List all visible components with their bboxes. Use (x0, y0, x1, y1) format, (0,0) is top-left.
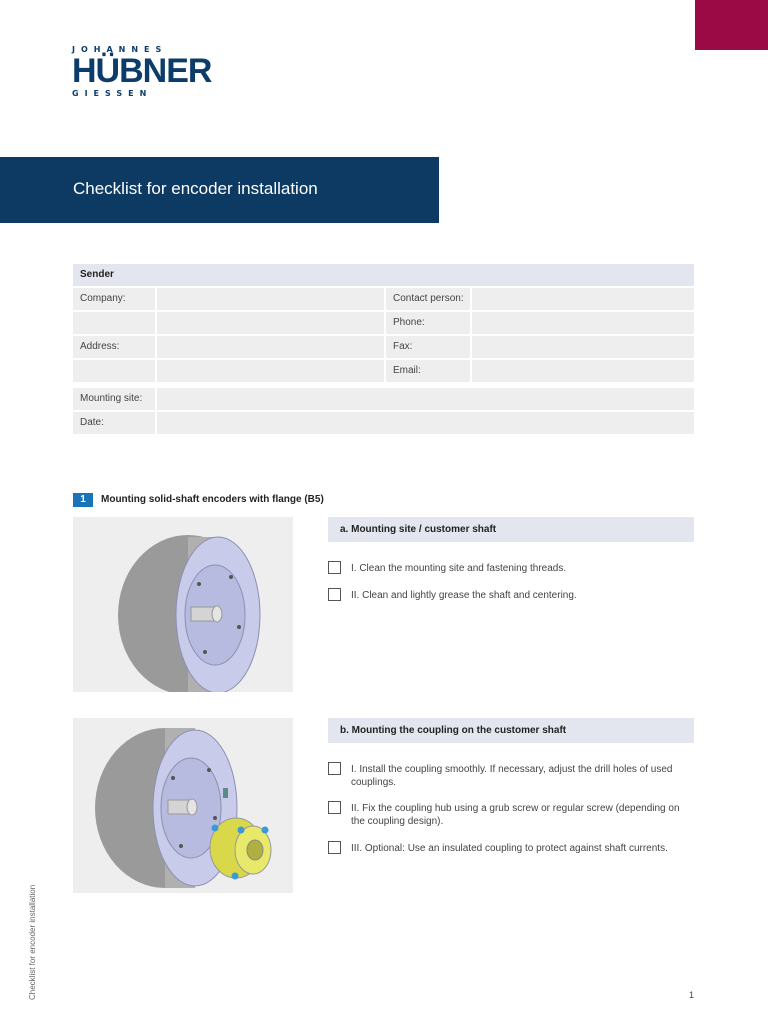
checkbox[interactable] (328, 561, 341, 574)
title-banner (0, 157, 439, 223)
part-a-heading: a. Mounting site / customer shaft (328, 517, 694, 542)
address-extra-field[interactable] (157, 360, 384, 382)
sender-heading: Sender (73, 264, 694, 286)
section-title: Mounting solid-shaft encoders with flange (B5) (101, 494, 324, 505)
page-title: Checklist for encoder installation (73, 179, 318, 198)
side-footer-label: Checklist for encoder installation (28, 884, 37, 1000)
fax-label: Fax: (386, 336, 470, 358)
logo-bottom-word: GIESSEN (72, 89, 153, 98)
logo-name: HÜBNER (72, 52, 212, 90)
coupling-illustration (73, 718, 293, 893)
mounting-site-field[interactable] (157, 388, 694, 410)
mounting-site-label: Mounting site: (73, 388, 155, 410)
checklist-item-text: II. Fix the coupling hub using a grub screw or regular screw (depending on the coupling design). (351, 803, 680, 827)
contact-person-field[interactable] (472, 288, 694, 310)
checkbox[interactable] (328, 762, 341, 775)
corner-accent-tab (695, 0, 768, 50)
address-label: Address: (73, 336, 155, 358)
email-field[interactable] (472, 360, 694, 382)
checklist-item-text: I. Clean the mounting site and fastening threads. (351, 563, 567, 574)
encoder-flange-image (73, 517, 293, 692)
page-number: 1 (689, 990, 695, 1000)
company-extra-field[interactable] (157, 312, 384, 334)
part-b-heading: b. Mounting the coupling on the customer shaft (328, 718, 694, 743)
address-field[interactable] (157, 336, 384, 358)
checklist-item-text: III. Optional: Use an insulated coupling to protect against shaft currents. (351, 843, 668, 854)
date-label: Date: (73, 412, 155, 434)
logo-top-word: JOHANNES (72, 45, 168, 54)
company-logo (72, 45, 294, 101)
checkbox[interactable] (328, 588, 341, 601)
checkbox[interactable] (328, 841, 341, 854)
company-label: Company: (73, 288, 155, 310)
company-extra-label-cell (73, 312, 155, 334)
checklist-item-text: I. Install the coupling smoothly. If necessary, adjust the drill holes of used couplings. (351, 764, 673, 788)
company-field[interactable] (157, 288, 384, 310)
address-extra-label-cell (73, 360, 155, 382)
date-field[interactable] (157, 412, 694, 434)
sender-form (73, 264, 694, 434)
checkbox[interactable] (328, 801, 341, 814)
phone-field[interactable] (472, 312, 694, 334)
checklist-item-text: II. Clean and lightly grease the shaft and centering. (351, 590, 577, 601)
section-heading (73, 493, 324, 507)
email-label: Email: (386, 360, 470, 382)
phone-label: Phone: (386, 312, 470, 334)
section-number: 1 (73, 493, 93, 507)
contact-person-label: Contact person: (386, 288, 470, 310)
encoder-coupling-image (73, 718, 293, 893)
fax-field[interactable] (472, 336, 694, 358)
encoder-illustration (73, 517, 293, 692)
